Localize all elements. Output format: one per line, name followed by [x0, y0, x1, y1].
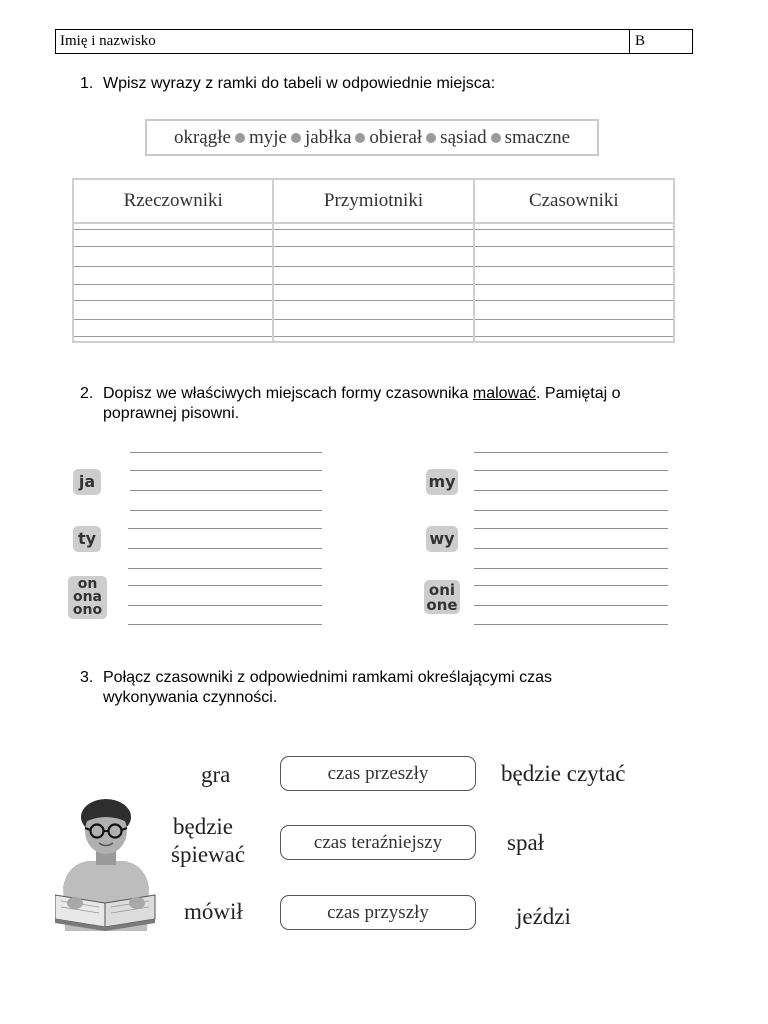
- task3-text-line2: wykonywania czynności.: [103, 689, 278, 706]
- task3-text-line1: Połącz czasowniki z odpowiednimi ramkami określającymi czas: [103, 669, 553, 686]
- task1-number: 1.: [80, 75, 94, 92]
- verb-left-3: mówił: [184, 899, 243, 924]
- column-header: Czasowniki: [475, 180, 673, 224]
- word-bank: [145, 119, 599, 156]
- verb-right-3: jeździ: [516, 904, 571, 929]
- answer-lines[interactable]: [475, 224, 673, 341]
- word-bank-item: smaczne: [504, 126, 571, 148]
- group-field: B: [635, 33, 646, 49]
- answer-lines[interactable]: [274, 224, 472, 341]
- verb-right-1: będzie czytać: [501, 761, 626, 786]
- pronoun-badge-ja: ja: [73, 469, 101, 495]
- word-bank-item: okrągłe: [173, 126, 231, 148]
- word-bank-item: myje: [248, 126, 287, 148]
- bullet-icon: [235, 133, 245, 143]
- task2-text-line2: poprawnej pisowni.: [103, 405, 240, 422]
- bullet-icon: [355, 133, 365, 143]
- task1-text: Wpisz wyrazy z ramki do tabeli w odpowiednie miejsca:: [103, 75, 496, 92]
- word-category-table: [72, 178, 675, 343]
- name-field[interactable]: Imię i nazwisko: [56, 30, 630, 53]
- pronoun-badge-on-ona-ono: on ona ono: [68, 576, 107, 619]
- verb-right-2: spał: [507, 830, 545, 855]
- answer-lines[interactable]: [74, 224, 272, 341]
- task2-text-start: Dopisz we właściwych miejscach formy czasownika: [103, 385, 473, 402]
- tense-label: czas teraźniejszy: [313, 831, 443, 853]
- verb-left-2-line2: śpiewać: [171, 842, 246, 867]
- column-nouns: [74, 180, 274, 341]
- task2-verb: malować: [472, 385, 537, 402]
- column-verbs: [475, 180, 673, 341]
- word-bank-item: sąsiad: [440, 126, 487, 148]
- column-header: Rzeczowniki: [74, 180, 272, 224]
- bullet-icon: [491, 133, 501, 143]
- pronoun-badge-my: my: [426, 469, 458, 495]
- task1-instruction: [80, 74, 680, 94]
- tense-box-present[interactable]: [280, 825, 476, 860]
- verb-left-2-line1: będzie: [173, 814, 234, 839]
- word-bank-item: jabłka: [304, 126, 352, 148]
- task2-instruction: [80, 384, 700, 426]
- pronoun-badge-oni-one: oni one: [424, 580, 460, 614]
- task2-number: 2.: [80, 385, 94, 402]
- boy-reading-illustration: [55, 795, 157, 931]
- tense-label: czas przyszły: [327, 901, 429, 923]
- verb-left-1: gra: [201, 762, 231, 787]
- tense-box-future[interactable]: [280, 895, 476, 930]
- bullet-icon: [426, 133, 436, 143]
- bullet-icon: [291, 133, 301, 143]
- task3-instruction: [80, 668, 700, 710]
- task2-text-end: . Pamiętaj o: [536, 385, 621, 402]
- tense-box-past[interactable]: [280, 756, 476, 791]
- task3-number: 3.: [80, 669, 94, 686]
- pronoun-badge-ty: ty: [73, 526, 101, 552]
- pronoun-badge-wy: wy: [426, 526, 458, 552]
- tense-label: czas przeszły: [327, 762, 429, 784]
- student-header: [55, 29, 693, 54]
- word-bank-item: obierał: [369, 126, 423, 148]
- column-header: Przymiotniki: [274, 180, 472, 224]
- column-adjectives: [274, 180, 474, 341]
